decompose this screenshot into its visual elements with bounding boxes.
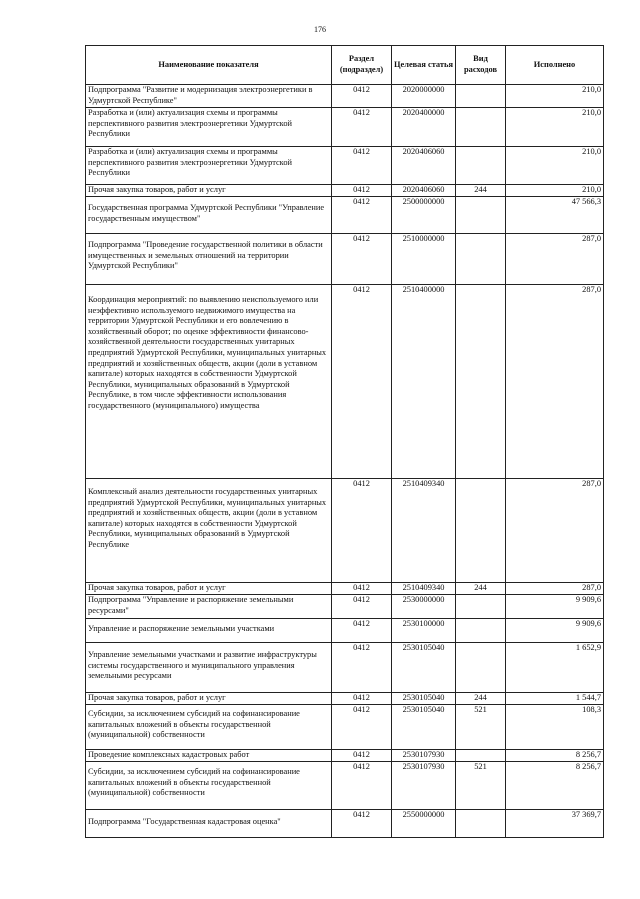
table-row [86, 810, 604, 838]
row-expense: 521 [456, 705, 506, 750]
row-expense [456, 197, 506, 234]
row-expense [456, 147, 506, 185]
header-section: Раздел (подраздел) [332, 46, 392, 85]
table-row [86, 693, 604, 705]
row-section: 0412 [332, 108, 392, 147]
row-executed: 108,3 [506, 705, 604, 750]
row-executed: 210,0 [506, 185, 604, 197]
header-target: Целевая статья [392, 46, 456, 85]
row-section: 0412 [332, 197, 392, 234]
row-expense [456, 619, 506, 643]
row-executed: 1 652,9 [506, 643, 604, 693]
row-expense: 244 [456, 693, 506, 705]
row-expense [456, 595, 506, 619]
row-executed: 8 256,7 [506, 762, 604, 810]
row-expense: 244 [456, 583, 506, 595]
row-executed: 287,0 [506, 234, 604, 285]
row-executed: 1 544,7 [506, 693, 604, 705]
row-executed: 9 909,6 [506, 619, 604, 643]
row-target: 2550000000 [392, 810, 456, 838]
row-executed: 37 369,7 [506, 810, 604, 838]
table-row [86, 108, 604, 147]
row-name: Субсидии, за исключением субсидий на софинансирование капитальных вложений в объекты государственной (муниципальной) собственности [86, 762, 332, 810]
row-name: Прочая закупка товаров, работ и услуг [86, 693, 332, 705]
table-row [86, 197, 604, 234]
row-target: 2510400000 [392, 285, 456, 479]
row-target: 2530107930 [392, 762, 456, 810]
table-row [86, 479, 604, 583]
row-name: Разработка и (или) актуализация схемы и программы перспективного развития электроэнергетики Удмуртской Республики [86, 147, 332, 185]
row-expense [456, 285, 506, 479]
row-section: 0412 [332, 762, 392, 810]
row-target: 2020406060 [392, 185, 456, 197]
row-target: 2530000000 [392, 595, 456, 619]
row-target: 2510409340 [392, 583, 456, 595]
row-executed: 9 909,6 [506, 595, 604, 619]
row-target: 2530105040 [392, 693, 456, 705]
table-row [86, 285, 604, 479]
row-name: Подпрограмма "Государственная кадастровая оценка" [86, 810, 332, 838]
table-row [86, 750, 604, 762]
row-section: 0412 [332, 479, 392, 583]
row-section: 0412 [332, 693, 392, 705]
table-row [86, 185, 604, 197]
row-executed: 287,0 [506, 285, 604, 479]
table-row [86, 705, 604, 750]
row-target: 2020000000 [392, 85, 456, 108]
row-section: 0412 [332, 810, 392, 838]
row-name: Подпрограмма "Управление и распоряжение земельными ресурсами" [86, 595, 332, 619]
row-section: 0412 [332, 643, 392, 693]
row-executed: 210,0 [506, 85, 604, 108]
row-expense [456, 643, 506, 693]
table-row [86, 147, 604, 185]
row-target: 2500000000 [392, 197, 456, 234]
row-executed: 287,0 [506, 583, 604, 595]
row-expense: 521 [456, 762, 506, 810]
row-target: 2020406060 [392, 147, 456, 185]
table-row [86, 643, 604, 693]
row-name: Разработка и (или) актуализация схемы и программы перспективного развития электроэнергетики Удмуртской Республики [86, 108, 332, 147]
row-target: 2530100000 [392, 619, 456, 643]
row-name: Комплексный анализ деятельности государственных унитарных предприятий Удмуртской Республики, муниципальных унитарных предприятий и хозяйственных обществ, акции (доли в уставном капитале) которых находятся в собственности Удмуртской Республики, муниципальных образований в Удмуртской Республике [86, 479, 332, 583]
row-name: Управление и распоряжение земельными участками [86, 619, 332, 643]
budget-table [85, 45, 604, 838]
table-row [86, 583, 604, 595]
row-target: 2530107930 [392, 750, 456, 762]
row-section: 0412 [332, 705, 392, 750]
row-section: 0412 [332, 750, 392, 762]
row-section: 0412 [332, 147, 392, 185]
row-name: Проведение комплексных кадастровых работ [86, 750, 332, 762]
row-section: 0412 [332, 583, 392, 595]
row-executed: 210,0 [506, 147, 604, 185]
table-row [86, 619, 604, 643]
table-row [86, 85, 604, 108]
row-target: 2020400000 [392, 108, 456, 147]
row-target: 2510000000 [392, 234, 456, 285]
row-name: Подпрограмма "Проведение государственной политики в области имущественных и земельных отношений на территории Удмуртской Республики" [86, 234, 332, 285]
row-expense [456, 810, 506, 838]
row-target: 2530105040 [392, 705, 456, 750]
header-executed: Исполнено [506, 46, 604, 85]
row-name: Подпрограмма "Развитие и модернизация электроэнергетики в Удмуртской Республике" [86, 85, 332, 108]
row-executed: 47 566,3 [506, 197, 604, 234]
row-name: Прочая закупка товаров, работ и услуг [86, 583, 332, 595]
row-target: 2530105040 [392, 643, 456, 693]
row-name: Государственная программа Удмуртской Республики "Управление государственным имуществом" [86, 197, 332, 234]
row-executed: 210,0 [506, 108, 604, 147]
header-row [86, 46, 604, 85]
row-section: 0412 [332, 619, 392, 643]
row-name: Управление земельными участками и развитие инфраструктуры системы государственного и муниципального управления земельными ресурсами [86, 643, 332, 693]
header-expense: Вид расходов [456, 46, 506, 85]
row-section: 0412 [332, 185, 392, 197]
row-section: 0412 [332, 285, 392, 479]
table-row [86, 234, 604, 285]
row-executed: 287,0 [506, 479, 604, 583]
table-row [86, 762, 604, 810]
row-name: Координация мероприятий: по выявлению неиспользуемого или неэффективно используемого недвижимого имущества на территории Удмуртской Республики и его вовлечению в хозяйственный оборот; по оценке эффективности финансово-хозяйственной деятельности государственных унитарных предприятий Удмуртской Республики, муниципальных унитарных предприятий и хозяйственных обществ, акции (доли в уставном капитале) которых находятся в собственности Удмуртской Республики, муниципальных образований в Удмуртской Республике, в том числе эффективности использования государственного (муниципального) имущества [86, 285, 332, 479]
row-target: 2510409340 [392, 479, 456, 583]
row-section: 0412 [332, 234, 392, 285]
row-section: 0412 [332, 85, 392, 108]
header-name: Наименование показателя [86, 46, 332, 85]
row-executed: 8 256,7 [506, 750, 604, 762]
row-expense: 244 [456, 185, 506, 197]
page-number: 176 [314, 25, 326, 34]
row-expense [456, 108, 506, 147]
row-expense [456, 85, 506, 108]
row-name: Прочая закупка товаров, работ и услуг [86, 185, 332, 197]
row-expense [456, 479, 506, 583]
row-expense [456, 234, 506, 285]
row-name: Субсидии, за исключением субсидий на софинансирование капитальных вложений в объекты государственной (муниципальной) собственности [86, 705, 332, 750]
row-section: 0412 [332, 595, 392, 619]
row-expense [456, 750, 506, 762]
table-row [86, 595, 604, 619]
